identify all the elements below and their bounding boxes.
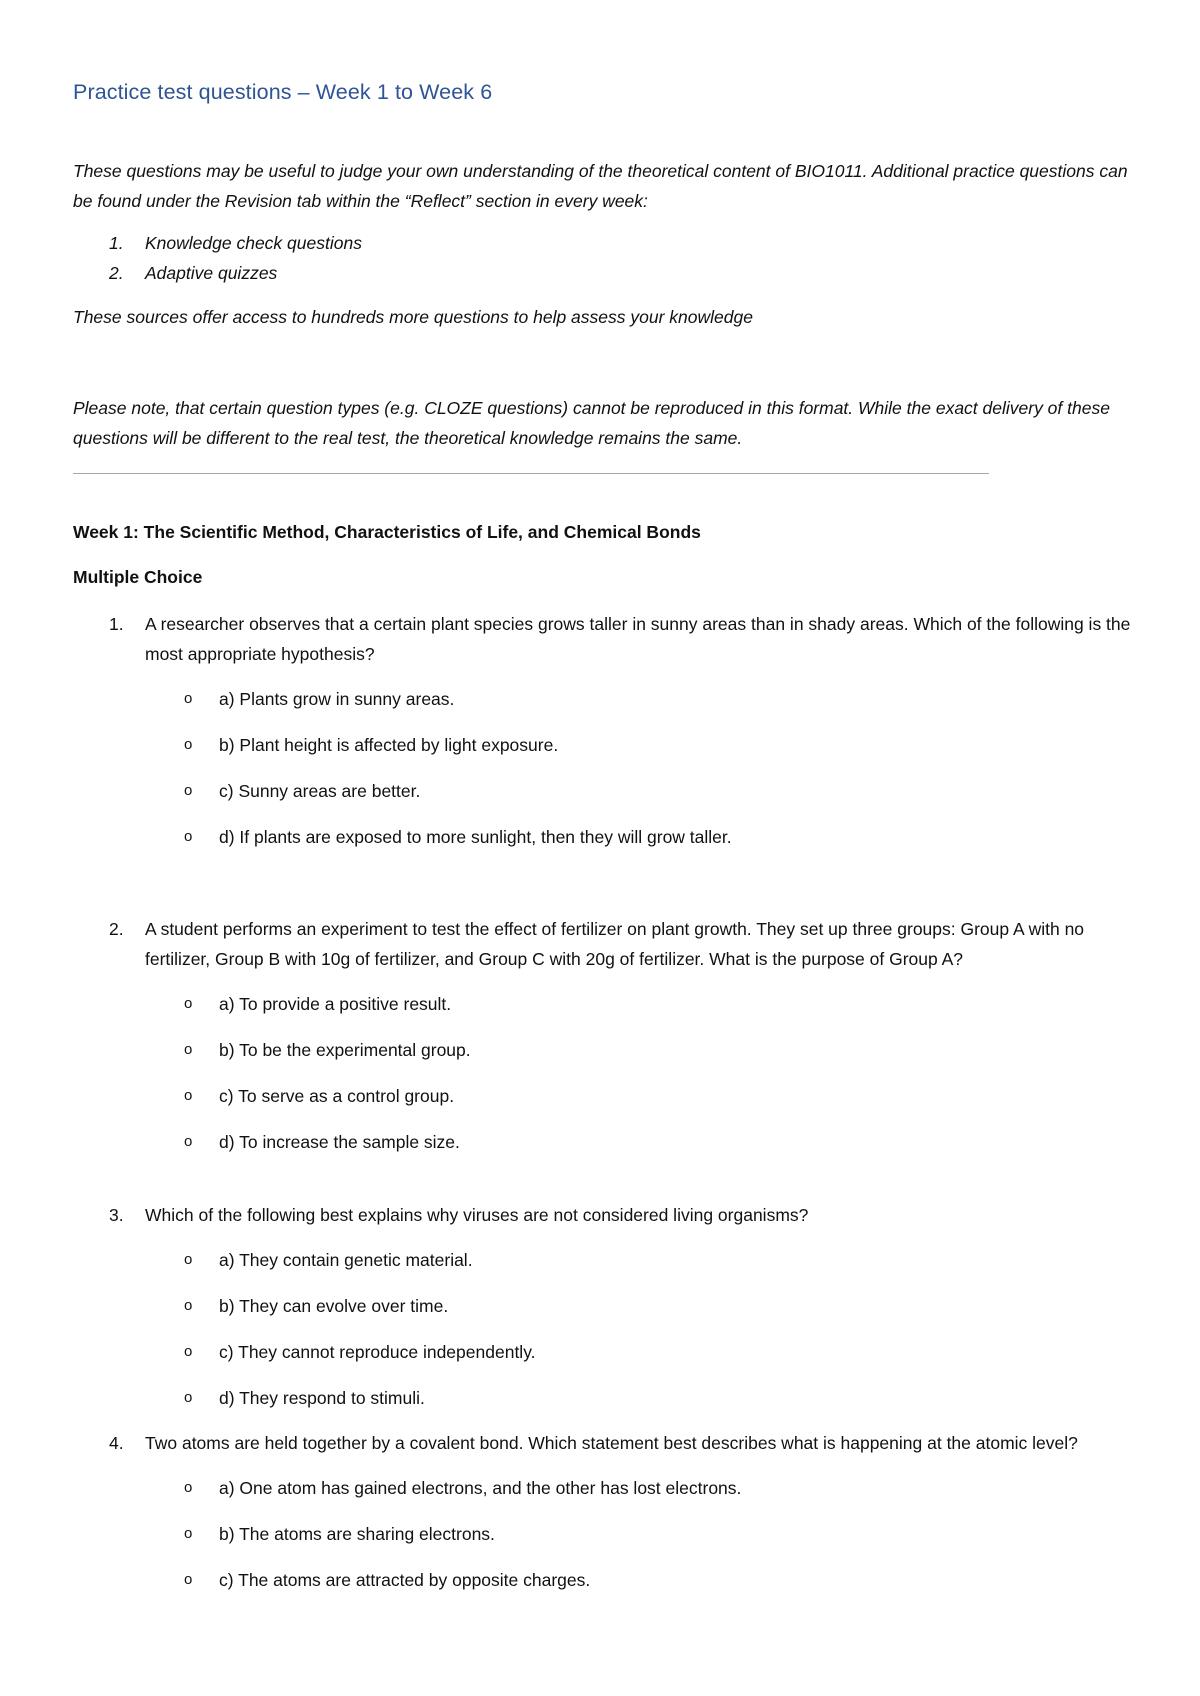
answer-option	[73, 684, 1133, 714]
option-text: a) To provide a positive result.	[219, 994, 452, 1014]
bullet-icon: o	[184, 690, 193, 707]
answer-option	[73, 989, 1133, 1019]
answer-option	[73, 1081, 1133, 1111]
option-text: d) To increase the sample size.	[219, 1132, 460, 1152]
bullet-icon: o	[184, 1041, 193, 1058]
bullet-icon: o	[184, 1479, 193, 1496]
option-text: c) They cannot reproduce independently.	[219, 1342, 536, 1362]
question-stem: Which of the following best explains why viruses are not considered living organisms?	[145, 1205, 809, 1225]
bullet-icon: o	[184, 1343, 193, 1360]
intro-list-item	[73, 228, 1133, 258]
list-number: 2.	[109, 263, 124, 283]
option-text: b) To be the experimental group.	[219, 1040, 471, 1060]
bullet-icon: o	[184, 1087, 193, 1104]
question-number: 1.	[109, 614, 124, 634]
option-text: a) Plants grow in sunny areas.	[219, 689, 455, 709]
answer-option	[73, 822, 1133, 852]
intro-section	[73, 156, 1133, 453]
bullet-icon: o	[184, 1297, 193, 1314]
answer-options	[73, 989, 1133, 1157]
intro-list-item	[73, 258, 1133, 288]
question-number: 3.	[109, 1205, 124, 1225]
question-stem: Two atoms are held together by a covalent bond. Which statement best describes what is happening at the atomic level?	[145, 1433, 1078, 1453]
bullet-icon: o	[184, 1525, 193, 1542]
option-text: b) The atoms are sharing electrons.	[219, 1524, 495, 1544]
option-text: b) Plant height is affected by light exposure.	[219, 735, 559, 755]
question-text	[73, 1428, 1133, 1458]
question-number: 2.	[109, 919, 124, 939]
option-text: c) Sunny areas are better.	[219, 781, 421, 801]
answer-option	[73, 1565, 1133, 1595]
option-text: a) They contain genetic material.	[219, 1250, 473, 1270]
multiple-choice-heading: Multiple Choice	[73, 567, 203, 587]
question-text	[73, 609, 1133, 669]
answer-options	[73, 1245, 1133, 1413]
answer-option	[73, 776, 1133, 806]
sources-paragraph: These sources offer access to hundreds more questions to help assess your knowledge	[73, 307, 753, 327]
option-text: c) The atoms are attracted by opposite charges.	[219, 1570, 591, 1590]
option-text: d) They respond to stimuli.	[219, 1388, 425, 1408]
answer-option	[73, 1383, 1133, 1413]
bullet-icon: o	[184, 995, 193, 1012]
question-stem: A student performs an experiment to test the effect of fertilizer on plant growth. They set up three groups: Group A with no fertilizer, Group B with 10g of fertilizer, and Group C with 20g of fertilizer. What is the purpose of Group A?	[145, 919, 1085, 969]
answer-options	[73, 1473, 1133, 1595]
answer-option	[73, 1035, 1133, 1065]
week-heading: Week 1: The Scientific Method, Characteristics of Life, and Chemical Bonds	[73, 522, 701, 542]
option-text: a) One atom has gained electrons, and the other has lost electrons.	[219, 1478, 742, 1498]
intro-paragraph: These questions may be useful to judge your own understanding of the theoretical content of BIO1011. Additional practice questions can be found under the Revision tab within the “Reflect” section in every week:	[73, 161, 1128, 211]
note-paragraph: Please note, that certain question types (e.g. CLOZE questions) cannot be reproduced in this format. While the exact delivery of these questions will be different to the real test, the theoretical knowledge remains the same.	[73, 398, 1110, 448]
answer-options	[73, 684, 1133, 852]
option-text: c) To serve as a control group.	[219, 1086, 455, 1106]
option-text: d) If plants are exposed to more sunlight, then they will grow taller.	[219, 827, 732, 847]
bullet-icon: o	[184, 736, 193, 753]
answer-option	[73, 1291, 1133, 1321]
bullet-icon: o	[184, 1389, 193, 1406]
question-text	[73, 914, 1133, 974]
list-text: Knowledge check questions	[145, 233, 362, 253]
page-title: Practice test questions – Week 1 to Week 6	[73, 80, 493, 104]
question-text	[73, 1200, 1133, 1230]
question-4	[73, 1428, 1133, 1611]
bullet-icon: o	[184, 1133, 193, 1150]
intro-list	[73, 228, 1133, 288]
answer-option	[73, 730, 1133, 760]
horizontal-divider	[73, 473, 989, 474]
list-number: 1.	[109, 233, 124, 253]
answer-option	[73, 1337, 1133, 1367]
bullet-icon: o	[184, 1571, 193, 1588]
answer-option	[73, 1127, 1133, 1157]
answer-option	[73, 1473, 1133, 1503]
question-1	[73, 609, 1133, 868]
list-text: Adaptive quizzes	[145, 263, 278, 283]
bullet-icon: o	[184, 828, 193, 845]
question-2	[73, 914, 1133, 1173]
question-number: 4.	[109, 1433, 124, 1453]
question-stem: A researcher observes that a certain plant species grows taller in sunny areas than in shady areas. Which of the following is the most appropriate hypothesis?	[145, 614, 1131, 664]
option-text: b) They can evolve over time.	[219, 1296, 449, 1316]
bullet-icon: o	[184, 1251, 193, 1268]
question-3	[73, 1200, 1133, 1429]
answer-option	[73, 1519, 1133, 1549]
answer-option	[73, 1245, 1133, 1275]
bullet-icon: o	[184, 782, 193, 799]
